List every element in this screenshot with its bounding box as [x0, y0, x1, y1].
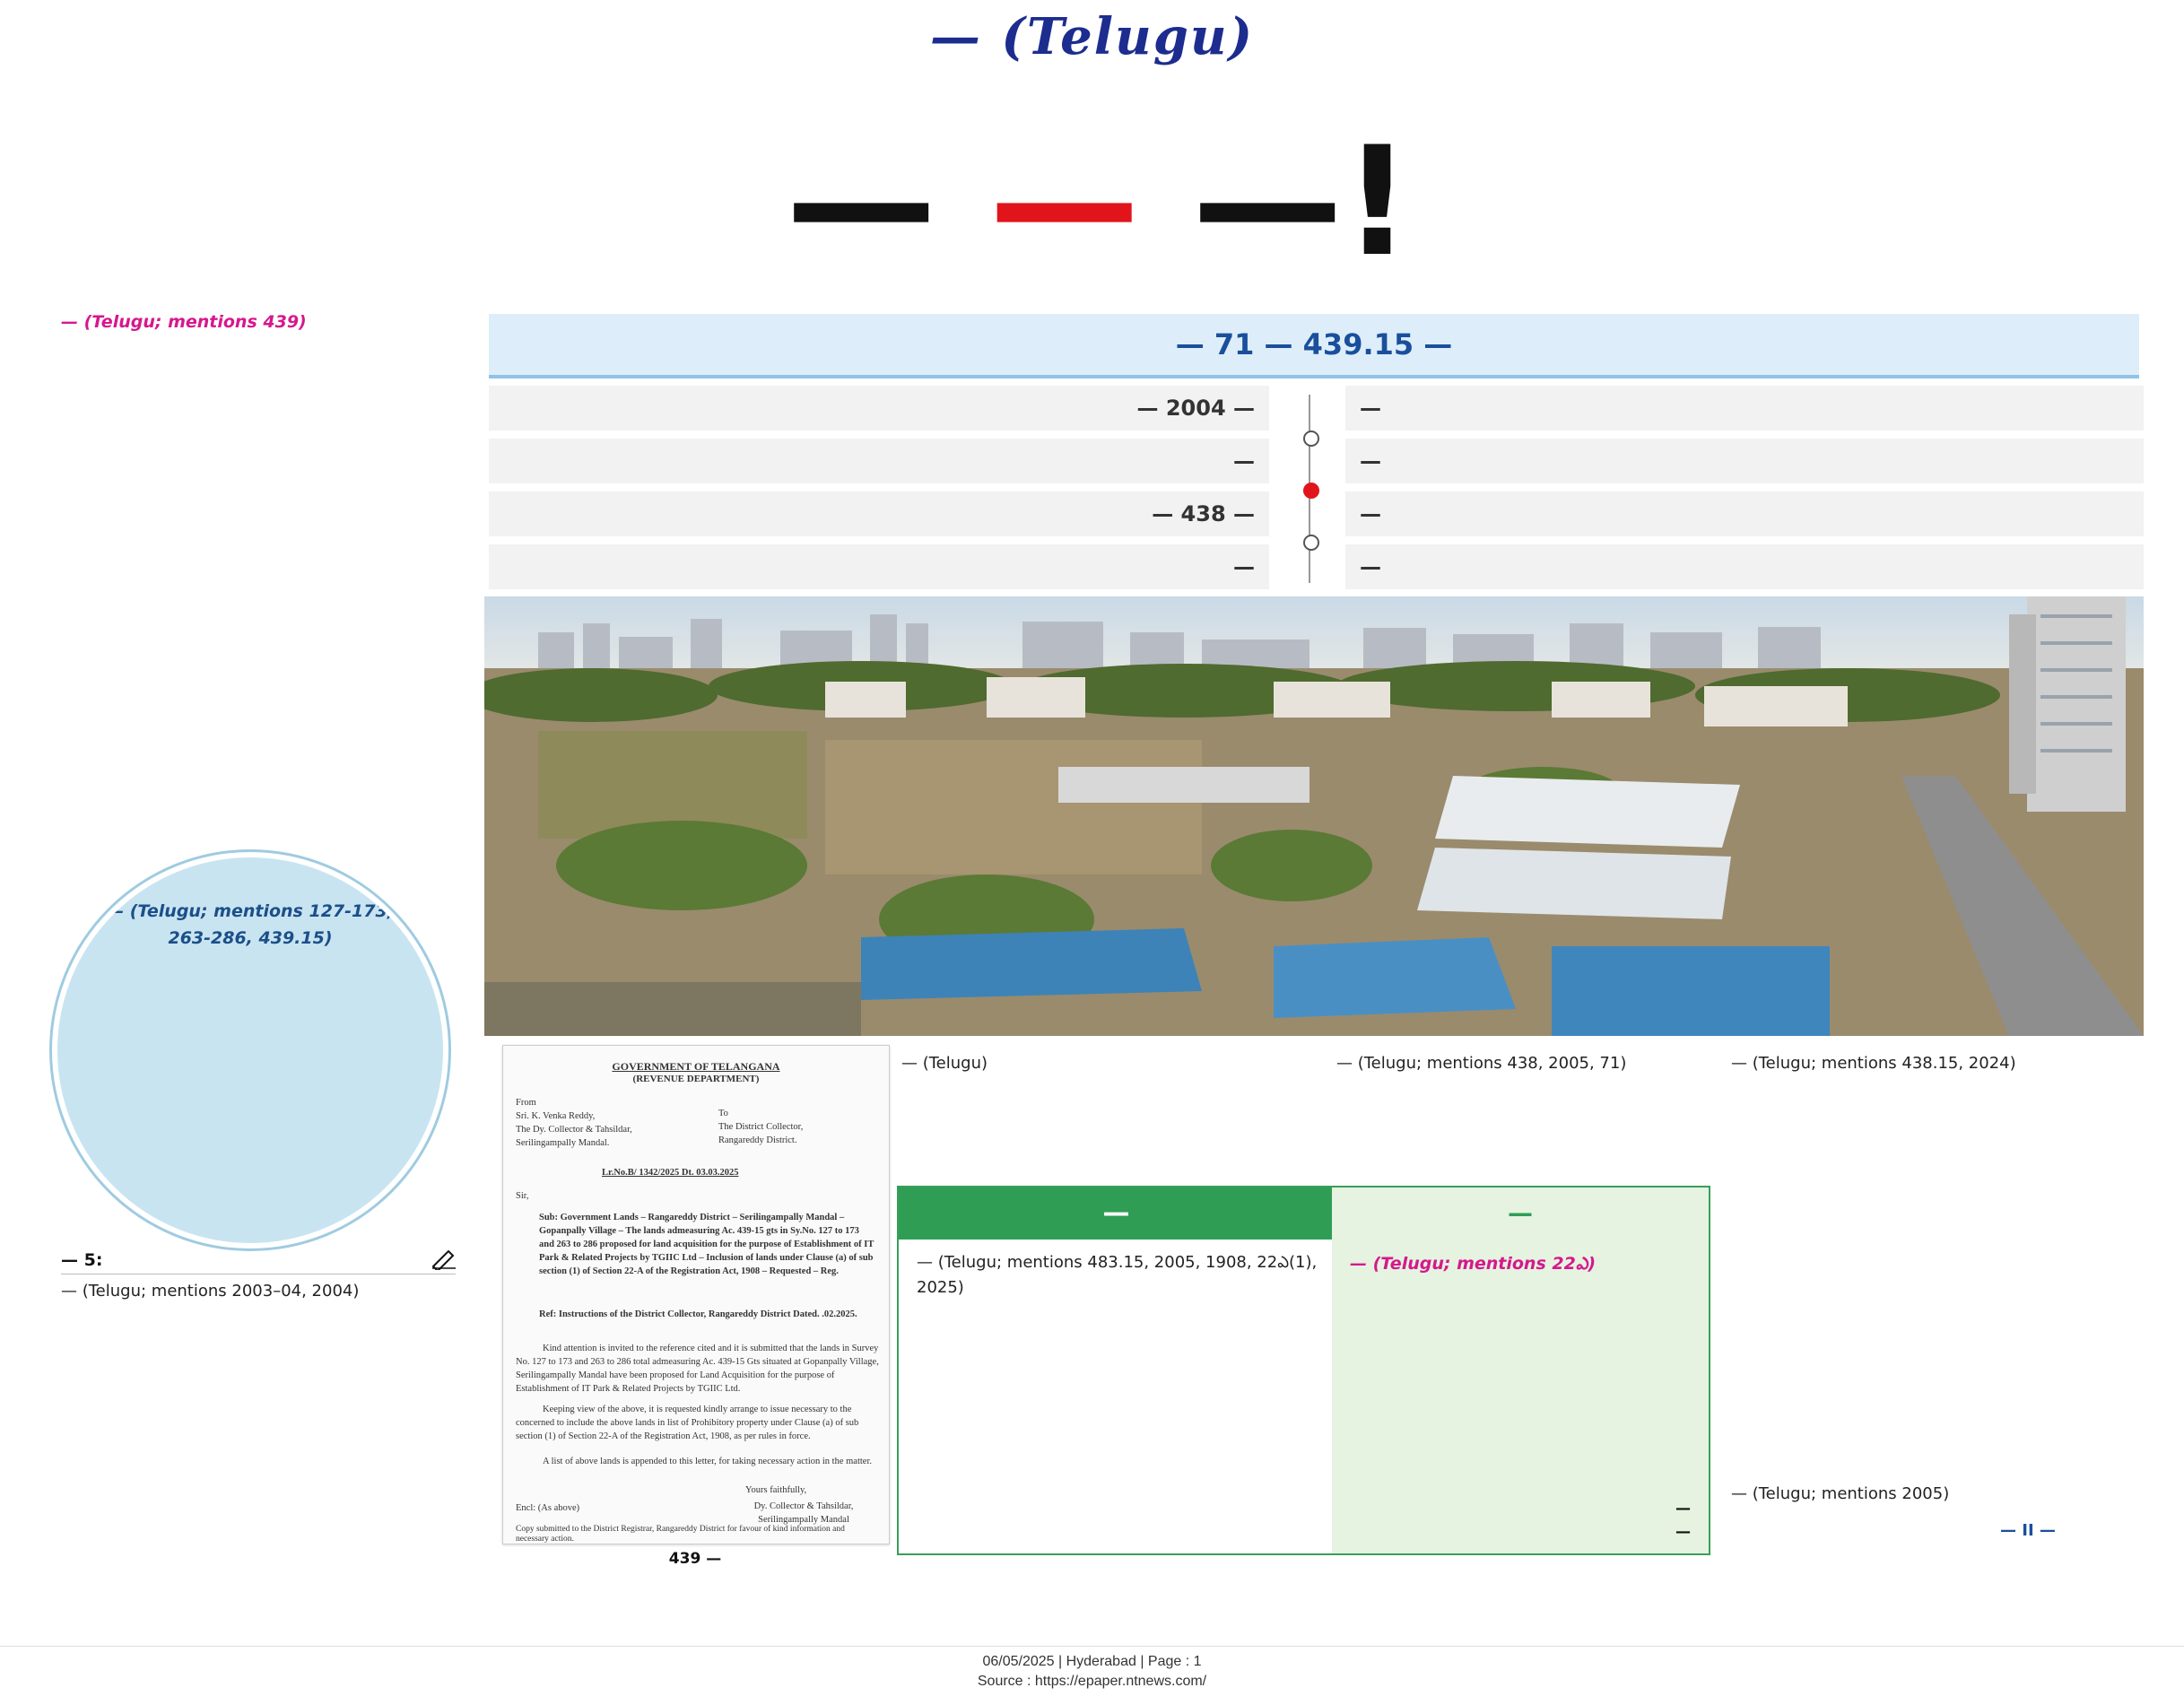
aerial-photo [484, 596, 2144, 1036]
letter-body: Kind attention is invited to the reference cited and it is submitted that the lands in Survey No. 127 to 173 and 263 to 286 total admeasuring Ac. 439-15 Gts situated at Gopanpally Village, Serilingampally Mandal have been proposed for Land Acquisition for the purpose of Establishment of IT Park & Related Projects by TGIIC Ltd. [516, 1344, 879, 1394]
intro-column: — (Telugu; mentions 439) [61, 312, 307, 332]
points-left [489, 386, 1269, 597]
timeline-dot [1303, 431, 1319, 447]
letter-caption: 439 — [668, 1550, 722, 1568]
right-column-continued: — (Telugu; mentions 2005) [1731, 1484, 1950, 1503]
letter-reference: Ref: Instructions of the District Collector, Rangareddy District Dated. .02.2025. [539, 1309, 857, 1319]
right-column: — (Telugu; mentions 438.15, 2024) [1731, 1054, 2016, 1073]
letter-body: A list of above lands is appended to this letter, for taking necessary action in the matter. [543, 1457, 872, 1466]
timeline-dot [1303, 535, 1319, 551]
letter-ref-no: Lr.No.B/ 1342/2025 Dt. 03.03.2025 [602, 1168, 739, 1178]
letter-subject: Sub: Government Lands – Rangareddy District – Serilingampally Mandal – Gopanpally Village – The lands admeasuring Ac. 439-15 gts in Sy.No. 127 to 173 and 263 to 286 proposed for land acquisition for the purpose of Establishment of IT Park & Related Projects by TGIIC Ltd – Inclusion of lands under Clause (a) of sub section (1) of Section 22-A of the Registration Act, 1908 – Requested – Reg. [539, 1213, 874, 1276]
pen-icon [431, 1247, 457, 1270]
letter-gov: GOVERNMENT OF TELANGANA [612, 1060, 780, 1073]
point-item: — [1345, 544, 2144, 589]
boxed-story-collector-letter [1332, 1186, 1710, 1555]
point-item: — [489, 439, 1269, 483]
letter-enclosure: Encl: (As above) [516, 1503, 580, 1513]
boxed-story-heading: — [899, 1187, 1334, 1240]
point-item: — 438 — [489, 491, 1269, 536]
letter-dept: (REVENUE DEPARTMENT) [632, 1074, 760, 1084]
mid-column-2: — (Telugu; mentions 438, 2005, 71) [1336, 1054, 1627, 1073]
point-item: — 2004 — [489, 386, 1269, 431]
headline-part-2: — [988, 114, 1140, 290]
footer-source: Source : https://epaper.ntnews.com/ [977, 1674, 1207, 1689]
letter-signature-line: Serilingampally Mandal [758, 1515, 849, 1525]
footer-divider [0, 1646, 2184, 1647]
boxed-story-quote: — (Telugu; mentions 22ఎ) [1350, 1254, 1597, 1274]
continued-on-page: — II — [2000, 1521, 2056, 1540]
headline-part-1: — [786, 114, 937, 290]
letter-from [516, 1096, 686, 1150]
mid-column-1: — (Telugu) [901, 1054, 988, 1073]
letter-closing: Yours faithfully, [745, 1485, 807, 1495]
letter-to [718, 1107, 880, 1147]
letter-from-line: The Dy. Collector & Tahsildar, [516, 1125, 632, 1135]
letter-to-label: To [718, 1109, 728, 1118]
attribution-line: — [1675, 1500, 1691, 1518]
timeline-connector [1305, 395, 1314, 583]
callout-text: — (Telugu; mentions 127-173, 263-286, 439.15) [107, 901, 394, 948]
boxed-story-heading: — [1508, 1198, 1533, 1228]
left-body-text: — (Telugu; mentions 2003–04, 2004) [61, 1282, 360, 1300]
point-item: — [1345, 491, 2144, 536]
letter-to-line: The District Collector, [718, 1122, 804, 1132]
letter-signature [727, 1500, 880, 1527]
page-footer [0, 1652, 2184, 1692]
headline [54, 99, 2144, 305]
letter-to-line: Rangareddy District. [718, 1135, 797, 1145]
letter-signature-line: Dy. Collector & Tahsildar, [753, 1501, 854, 1511]
letter-copy: Copy submitted to the District Registrar, Rangareddy District for favour of kind information and necessary action. [516, 1525, 845, 1544]
headline-part-3: —! [1192, 114, 1412, 290]
letter-from-label: From [516, 1098, 536, 1108]
boxed-story-body: — (Telugu; mentions 483.15, 2005, 1908, 22ఎ(1), 2025) [917, 1253, 1318, 1297]
callout-circle [52, 852, 448, 1248]
point-item: — [1345, 386, 2144, 431]
letter-body: Keeping view of the above, it is requested kindly arrange to issue necessary to the concerned to include the above lands in list of Prohibitory property under Clause (a) of sub section (1) of Section 22-A of the Registration Act, 1908, as per rules in force. [516, 1405, 859, 1441]
boxed-story-attribution [1422, 1497, 1691, 1544]
official-letter [502, 1045, 890, 1544]
footer-date-page: 06/05/2025 | Hyderabad | Page : 1 [982, 1654, 1202, 1669]
point-item: — [489, 544, 1269, 589]
masthead-title: — (Telugu) [929, 7, 1255, 66]
letter-from-line: Sri. K. Venka Reddy, [516, 1111, 596, 1121]
point-item: — [1345, 439, 2144, 483]
letter-salutation: Sir, [516, 1191, 529, 1201]
letter-from-line: Serilingampally Mandal. [516, 1138, 610, 1148]
attribution-line: — [1675, 1523, 1691, 1541]
dateline: — 5: [61, 1250, 103, 1270]
timeline-dot-active [1303, 483, 1319, 499]
boxed-story-tahsildar [897, 1186, 1336, 1555]
kicker-banner: — 71 — 439.15 — [489, 314, 2139, 378]
points-right [1345, 386, 2144, 597]
